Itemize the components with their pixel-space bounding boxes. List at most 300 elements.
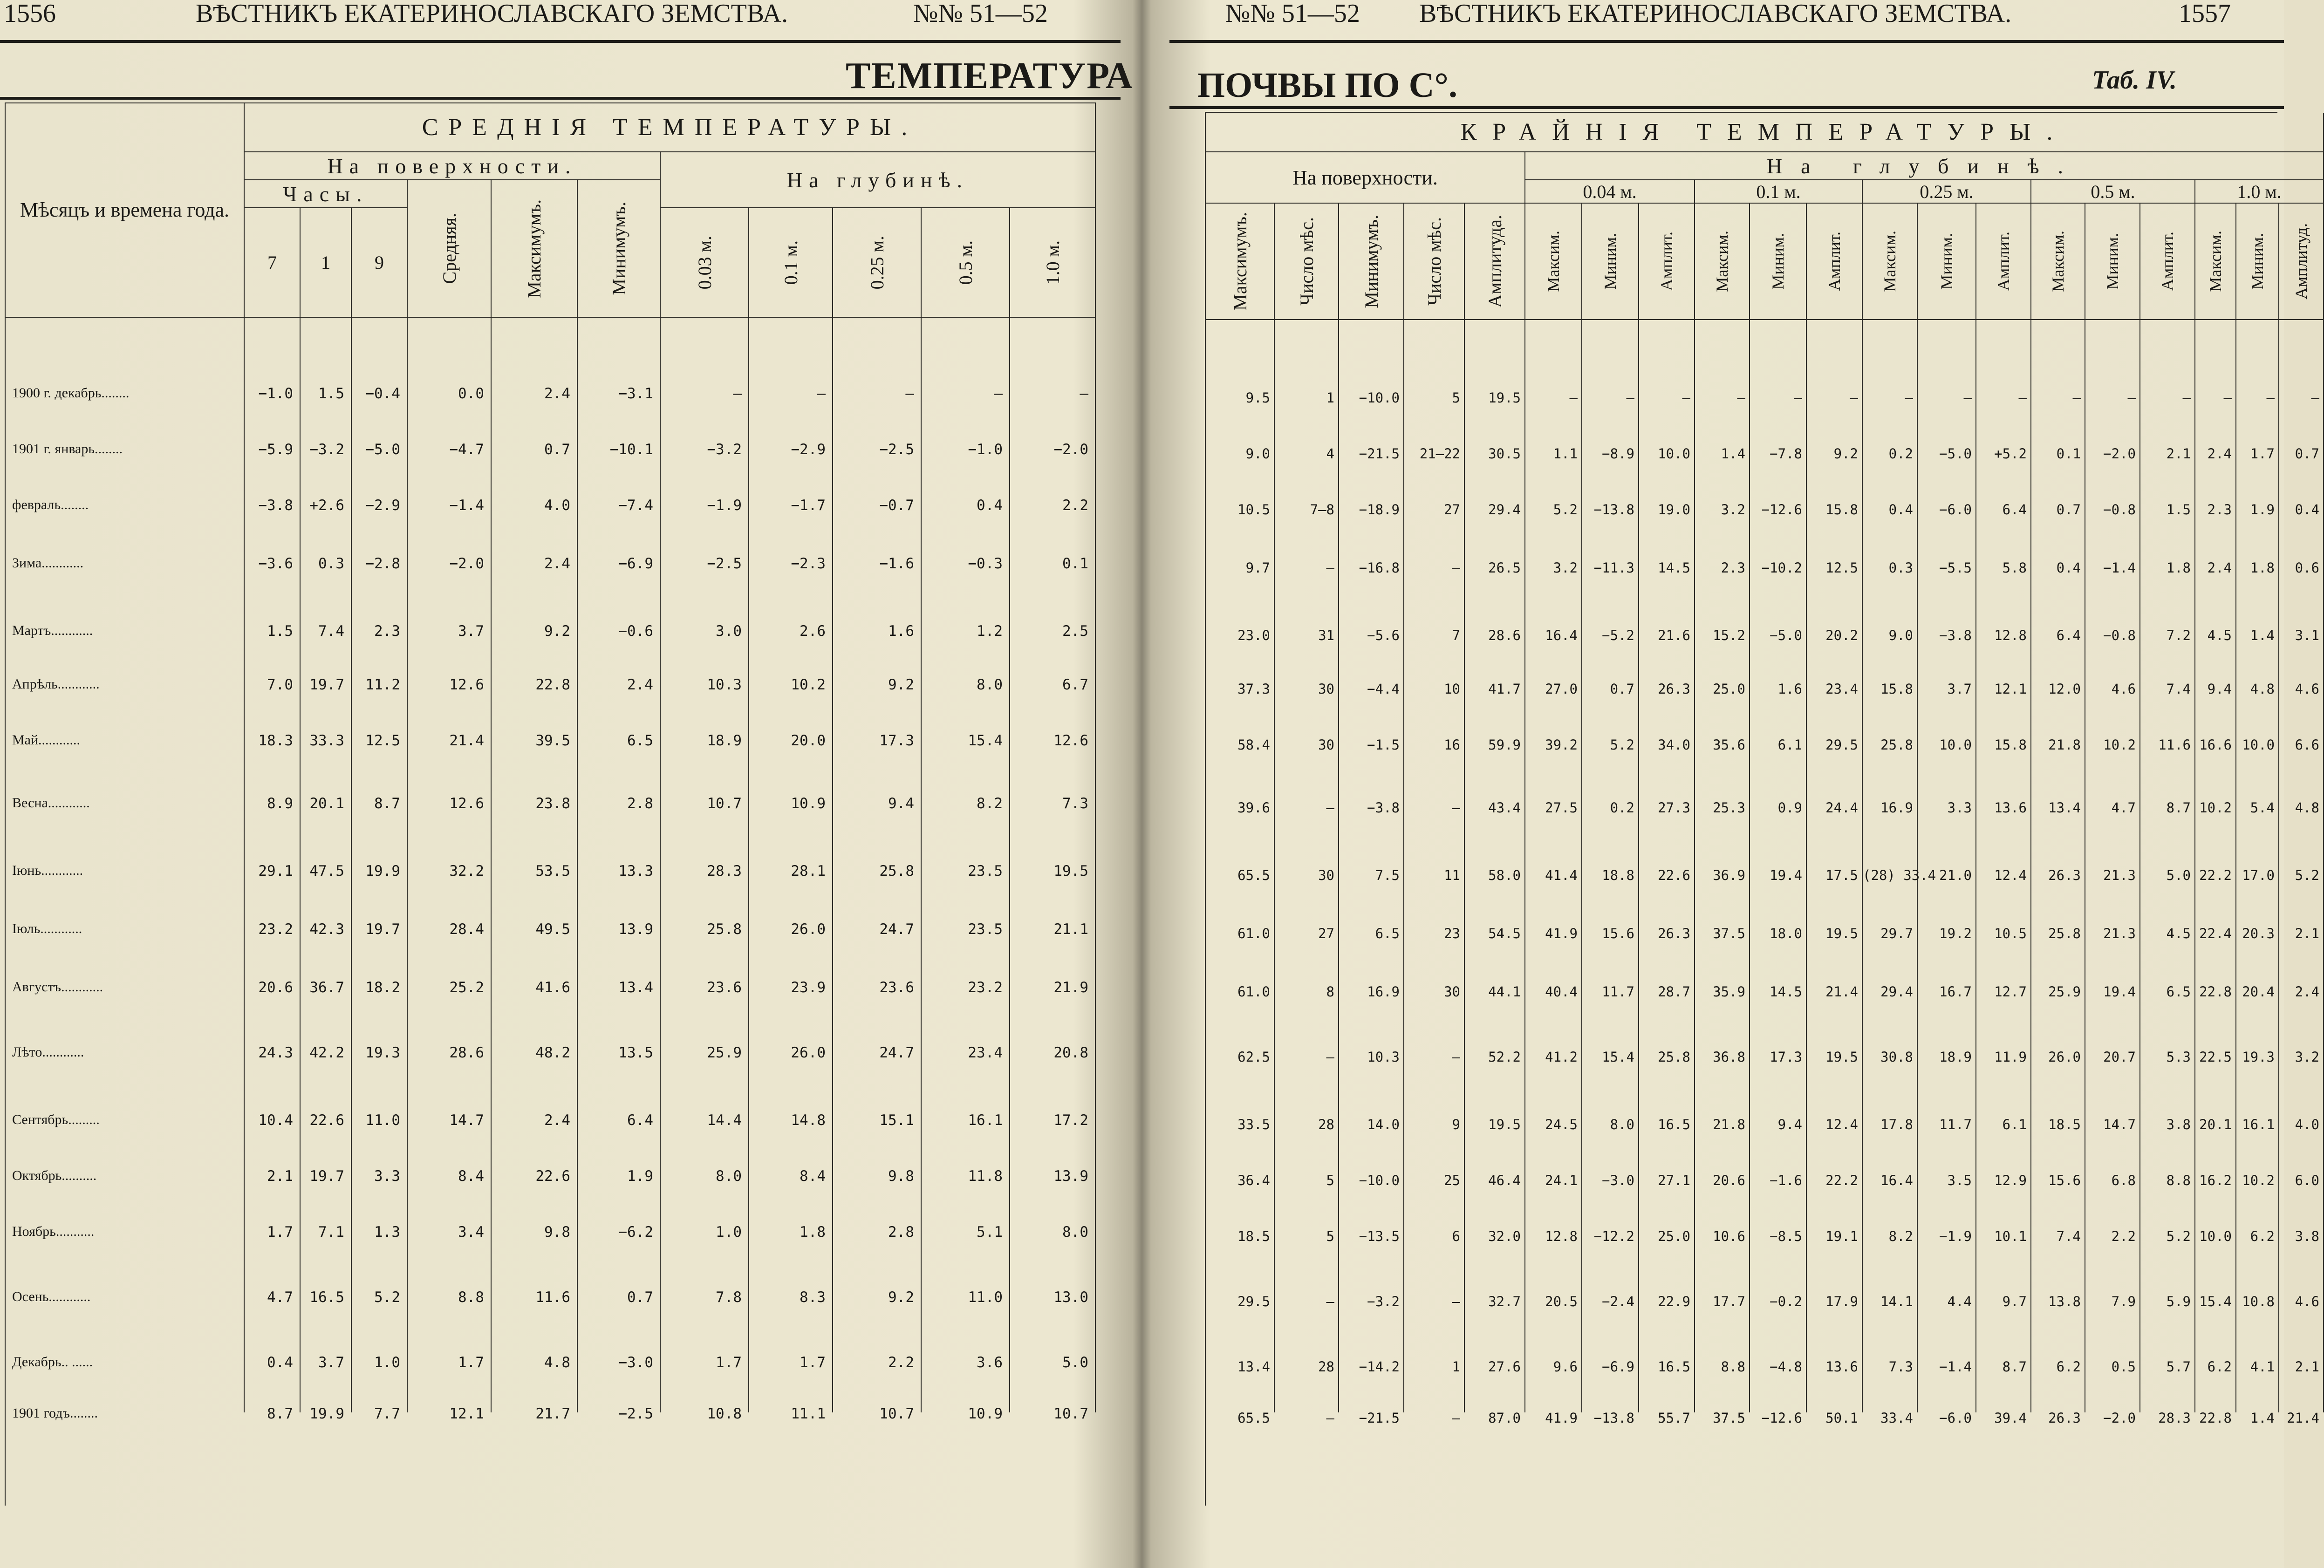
table-cell: 33.4 (1880, 1410, 1913, 1426)
table-cell: 3.7 (318, 1354, 344, 1371)
table-cell: 49.5 (535, 921, 570, 938)
table-cell: 35.6 (1713, 737, 1745, 753)
table-cell: 28.6 (1488, 627, 1521, 643)
table-cell: −1.5 (1367, 737, 1400, 753)
column-header: Миним. (2085, 204, 2140, 320)
table-cell: 4.6 (2295, 1294, 2319, 1309)
data-column (2140, 320, 2195, 1426)
table-cell: −0.2 (1770, 1294, 1802, 1309)
table-cell: 20.1 (2199, 1117, 2232, 1132)
table-cell: — (1326, 1294, 1334, 1309)
table-cell: 16.4 (1880, 1173, 1913, 1188)
table-cell: 1.5 (267, 623, 293, 640)
table-cell: 46.4 (1488, 1173, 1521, 1188)
table-cell: −2.0 (2103, 1410, 2136, 1426)
table-cell: 3.0 (716, 623, 742, 640)
table-cell: 16.9 (1367, 984, 1400, 1000)
table-cell: −5.0 (365, 441, 400, 458)
table-cell: 6.1 (1777, 737, 1802, 753)
table-cell: −14.2 (1359, 1359, 1400, 1375)
table-cell: 10.8 (2242, 1294, 2275, 1309)
table-title-left: ТЕМПЕРАТУРА (846, 55, 1134, 96)
table-cell: 61.0 (1237, 926, 1270, 941)
table-cell: 34.0 (1658, 737, 1690, 753)
column-header-depth: 1.0 м. (1010, 208, 1096, 318)
table-cell: −6.9 (618, 555, 653, 572)
table-cell: 25.8 (1880, 737, 1913, 753)
table-cell: 9.8 (888, 1168, 914, 1185)
table-cell: 30.5 (1488, 446, 1521, 462)
table-cell: 16.5 (309, 1289, 344, 1306)
table-cell: 5 (1326, 1228, 1334, 1244)
table-cell: 36.4 (1237, 1173, 1270, 1188)
table-cell: 7.4 (2056, 1228, 2081, 1244)
table-cell: 2.6 (800, 623, 826, 640)
data-column (1465, 320, 1525, 1426)
table-cell: 7.0 (267, 676, 293, 693)
table-cell: 18.9 (1939, 1049, 1972, 1065)
table-cell: 12.9 (1994, 1173, 2027, 1188)
table-cell: 1.7 (458, 1354, 484, 1371)
table-cell: 19.3 (365, 1044, 400, 1061)
table-cell: 3.7 (458, 623, 484, 640)
table-cell: 11.0 (968, 1289, 1003, 1306)
table-cell: 1.6 (1777, 681, 1802, 697)
table-cell: 12.0 (2048, 681, 2081, 697)
table-cell: — (1326, 560, 1334, 576)
table-cell: — (2127, 390, 2136, 406)
table-cell: 20.4 (2242, 984, 2275, 1000)
table-cell: −0.6 (618, 623, 653, 640)
data-column (1275, 320, 1339, 1426)
table-cell: 7.2 (2166, 627, 2191, 643)
table-cell: 22.2 (2199, 867, 2232, 883)
table-cell: 25 (1444, 1173, 1460, 1188)
table-cell: 6.7 (1062, 676, 1088, 693)
table-cell: 13.6 (1994, 800, 2027, 816)
table-cell: −1.0 (258, 385, 293, 402)
table-cell: −11.3 (1593, 560, 1634, 576)
column-header: 7 (245, 208, 301, 318)
left-issue-number: №№ 51—52 (913, 0, 1048, 28)
table-cell: 26.3 (2048, 1410, 2081, 1426)
table-cell: 3.8 (2295, 1228, 2319, 1244)
table-cell: 7.5 (1375, 867, 1400, 883)
column-header: Максим. (2031, 204, 2085, 320)
left-journal-title: ВѢСТНИКЪ ЕКАТЕРИНОСЛАВСКАГО ЗЕМСТВА. (196, 0, 788, 28)
table-cell: 0.4 (2056, 560, 2081, 576)
column-header: Число мѣс. (1404, 204, 1465, 320)
extreme-group-title: КРАЙНІЯ ТЕМПЕРАТУРЫ. (1206, 113, 2324, 152)
table-cell: 6.2 (2250, 1228, 2275, 1244)
table-cell: 1.7 (2250, 446, 2275, 462)
table-cell: −3.0 (1602, 1173, 1634, 1188)
table-cell: 10.0 (2242, 737, 2275, 753)
table-cell: 42.3 (309, 921, 344, 938)
table-cell: 3.1 (2295, 627, 2319, 643)
table-cell: 21.4 (2287, 1410, 2319, 1426)
column-header: Амплитуда. (1465, 204, 1525, 320)
table-cell: 19.4 (1770, 867, 1802, 883)
table-cell: 10.1 (1994, 1228, 2027, 1244)
table-cell: −7.8 (1770, 446, 1802, 462)
table-cell: 1.6 (888, 623, 914, 640)
table-cell: 39.2 (1545, 737, 1578, 753)
table-cell: −5.0 (1770, 627, 1802, 643)
table-cell: 10.7 (879, 1405, 914, 1422)
table-cell: 4.7 (267, 1289, 293, 1306)
table-cell: 11 (1444, 867, 1460, 883)
table-cell: 19.1 (1825, 1228, 1858, 1244)
table-cell: 20.5 (1545, 1294, 1578, 1309)
table-cell: 4.7 (2111, 800, 2136, 816)
table-cell: — (1452, 800, 1460, 816)
table-cell: 58.0 (1488, 867, 1521, 883)
table-cell: 10 (1444, 681, 1460, 697)
table-cell: 8.2 (1888, 1228, 1913, 1244)
table-cell: 10.0 (1939, 737, 1972, 753)
table-cell: 29.4 (1488, 502, 1521, 518)
table-cell: 6.5 (2166, 984, 2191, 1000)
table-cell: 4.8 (2250, 681, 2275, 697)
surface-group-title: На поверхности. (1206, 152, 1525, 204)
month-label: Декабрь.. ...... (12, 1354, 93, 1370)
table-cell: 0.4 (267, 1354, 293, 1371)
table-cell: 9.2 (1833, 446, 1858, 462)
table-cell: 6.5 (1375, 926, 1400, 941)
table-cell: 20.1 (309, 795, 344, 812)
table-cell: 24.7 (879, 921, 914, 938)
table-cell: 39.6 (1237, 800, 1270, 816)
table-cell: 25.2 (449, 979, 484, 996)
table-cell: 55.7 (1658, 1410, 1690, 1426)
table-cell: 20.6 (258, 979, 293, 996)
column-header-depth: 0.5 м. (922, 208, 1010, 318)
table-cell: 1 (1452, 1359, 1460, 1375)
table-cell: 5.2 (1553, 502, 1578, 518)
table-cell: 43.4 (1488, 800, 1521, 816)
table-cell: — (2182, 390, 2191, 406)
table-cell: 0.4 (2295, 502, 2319, 518)
table-cell: 9.2 (888, 676, 914, 693)
table-cell: 7—8 (1310, 502, 1334, 518)
table-cell: −10.0 (1359, 390, 1400, 406)
table-cell: 8.0 (977, 676, 1003, 693)
table-cell: 10.3 (1367, 1049, 1400, 1065)
data-column (2085, 320, 2140, 1426)
table-cell: 8.7 (267, 1405, 293, 1422)
month-label: Апрѣль............ (12, 676, 100, 692)
table-cell: 2.4 (2295, 984, 2319, 1000)
table-cell: 19.9 (365, 863, 400, 879)
table-cell: 9.8 (544, 1224, 570, 1241)
table-cell: 2.2 (1062, 497, 1088, 514)
table-cell: 10.2 (2199, 800, 2232, 816)
table-cell: 12.8 (1994, 627, 2027, 643)
table-cell: 18.2 (365, 979, 400, 996)
table-cell: 5.7 (2166, 1359, 2191, 1375)
table-cell: 4 (1326, 446, 1334, 462)
table-cell: — (733, 385, 742, 402)
table-cell: 15.8 (1880, 681, 1913, 697)
right-page-number: 1557 (2179, 0, 2231, 28)
table-cell: 25.8 (707, 921, 742, 938)
table-cell: −2.9 (791, 441, 826, 458)
table-cell: 26.0 (2048, 1049, 2081, 1065)
table-cell: 0.3 (1888, 560, 1913, 576)
data-column (2279, 320, 2324, 1426)
table-cell: 9.4 (888, 795, 914, 812)
table-cell: 21.1 (1053, 921, 1088, 938)
table-cell: 21—22 (1419, 446, 1460, 462)
depth-subgroup-0-5: 0.5 м. (2031, 180, 2195, 204)
data-column (1918, 320, 1976, 1426)
table-cell: — (1452, 560, 1460, 576)
month-label: Ноябрь........... (12, 1224, 95, 1239)
table-cell: 28.6 (449, 1044, 484, 1061)
table-cell: −4.8 (1770, 1359, 1802, 1375)
table-cell: 2.2 (888, 1354, 914, 1371)
table-cell: 21.9 (1053, 979, 1088, 996)
table-cell: −5.6 (1367, 627, 1400, 643)
table-cell: 17.3 (1770, 1049, 1802, 1065)
table-cell: 27.1 (1658, 1173, 1690, 1188)
table-cell: 36.7 (309, 979, 344, 996)
table-cell: 0.0 (458, 385, 484, 402)
table-cell: 2.2 (2111, 1228, 2136, 1244)
table-cell: 10.0 (1658, 446, 1690, 462)
table-cell: −5.9 (258, 441, 293, 458)
table-cell: −18.9 (1359, 502, 1400, 518)
table-cell: 4.5 (2207, 627, 2232, 643)
table-cell: 11.7 (1939, 1117, 1972, 1132)
table-cell: −1.4 (1939, 1359, 1972, 1375)
table-cell: 27 (1444, 502, 1460, 518)
table-cell: — (2072, 390, 2081, 406)
table-cell: 1.7 (267, 1224, 293, 1241)
left-running-head (0, 0, 1144, 27)
table-cell: 1.5 (2166, 502, 2191, 518)
depth-subgroup-1-0: 1.0 м. (2195, 180, 2324, 204)
table-cell: 15.8 (1994, 737, 2027, 753)
table-cell: 31 (1318, 627, 1334, 643)
table-cell: 0.5 (2111, 1359, 2136, 1375)
table-cell: 6.6 (2295, 737, 2319, 753)
table-cell: 12.1 (1994, 681, 2027, 697)
table-cell: 11.6 (535, 1289, 570, 1306)
table-cell: 5.2 (1610, 737, 1634, 753)
table-cell: 20.3 (2242, 926, 2275, 941)
month-label: 1901 годъ........ (12, 1405, 98, 1421)
table-cell: 33.5 (1237, 1117, 1270, 1132)
table-cell: 3.3 (374, 1168, 400, 1185)
table-cell: 15.6 (1602, 926, 1634, 941)
table-cell: 18.9 (707, 732, 742, 749)
table-cell: — (1080, 385, 1088, 402)
table-cell: 10.3 (707, 676, 742, 693)
depth-group-title: На глубинѣ. (661, 152, 1096, 208)
extreme-temperature-table (1205, 112, 2319, 1506)
table-cell: −6.0 (1939, 502, 1972, 518)
table-cell: — (1794, 390, 1802, 406)
table-cell: 2.4 (544, 555, 570, 572)
table-cell: 5 (1452, 390, 1460, 406)
table-cell: 15.1 (879, 1112, 914, 1129)
table-cell: 32.7 (1488, 1294, 1521, 1309)
table-cell: 24.4 (1825, 800, 1858, 816)
table-cell: — (1326, 1410, 1334, 1426)
table-cell: 26.3 (1658, 681, 1690, 697)
table-cell: −2.5 (618, 1405, 653, 1422)
table-cell: 9.2 (544, 623, 570, 640)
table-cell: 16.1 (968, 1112, 1003, 1129)
table-cell: 12.6 (449, 676, 484, 693)
table-cell: 5.3 (2166, 1049, 2191, 1065)
table-cell: 24.1 (1545, 1173, 1578, 1188)
table-cell: 10.9 (791, 795, 826, 812)
data-column (1863, 320, 1936, 1426)
table-cell: — (2223, 390, 2232, 406)
column-header-depth: 0.1 м. (749, 208, 833, 318)
table-cell: 23.9 (791, 979, 826, 996)
table-cell: 17.2 (1053, 1112, 1088, 1129)
table-cell: 44.1 (1488, 984, 1521, 1000)
column-header: Миним. (1582, 204, 1639, 320)
table-cell: 16.4 (1545, 627, 1578, 643)
right-running-head (1151, 0, 2284, 27)
table-cell: 14.5 (1658, 560, 1690, 576)
table-cell: 62.5 (1237, 1049, 1270, 1065)
table-cell: 18.0 (1770, 926, 1802, 941)
month-label: Лѣто............ (12, 1044, 84, 1060)
table-cell: 33.3 (309, 732, 344, 749)
average-temperature-table (5, 102, 1096, 1506)
table-cell: 8.8 (458, 1289, 484, 1306)
table-cell: −3.8 (1367, 800, 1400, 816)
depth-subgroup-0-1: 0.1 м. (1695, 180, 1863, 204)
table-cell: 3.2 (1553, 560, 1578, 576)
table-cell: 41.9 (1545, 1410, 1578, 1426)
data-column (1807, 320, 1863, 1426)
table-cell: 10.7 (1053, 1405, 1088, 1422)
table-cell: 23.2 (258, 921, 293, 938)
table-cell: 6.8 (2111, 1173, 2136, 1188)
table-cell: 1.8 (2250, 560, 2275, 576)
table-cell: 3.2 (1721, 502, 1745, 518)
table-cell: 10.2 (2242, 1173, 2275, 1188)
table-cell: 19.7 (309, 1168, 344, 1185)
table-cell: 22.6 (1658, 867, 1690, 883)
table-cell: 16.9 (1880, 800, 1913, 816)
table-cell: 23.8 (535, 795, 570, 812)
table-cell: 7.9 (2111, 1294, 2136, 1309)
table-cell: 5.1 (977, 1224, 1003, 1241)
table-cell: 59.9 (1488, 737, 1521, 753)
table-cell: 0.7 (2295, 446, 2319, 462)
column-header: Максим. (1525, 204, 1582, 320)
table-cell: 13.4 (618, 979, 653, 996)
table-cell: 32.2 (449, 863, 484, 879)
table-cell: 24.7 (879, 1044, 914, 1061)
table-cell: 9.0 (1245, 446, 1270, 462)
column-header: Миним. (1918, 204, 1976, 320)
data-column (1639, 320, 1695, 1426)
table-cell: 0.2 (1610, 800, 1634, 816)
table-cell: 27.5 (1545, 800, 1578, 816)
data-column (492, 318, 578, 1422)
table-cell: 8.9 (267, 795, 293, 812)
table-cell: 14.0 (1367, 1117, 1400, 1132)
table-cell: 7.8 (716, 1289, 742, 1306)
data-column (408, 318, 492, 1422)
data-column (2236, 320, 2279, 1426)
table-cell: 13.5 (618, 1044, 653, 1061)
column-header: Амплит. (2140, 204, 2195, 320)
table-cell: — (2266, 390, 2275, 406)
table-cell: 25.8 (2048, 926, 2081, 941)
table-cell: 5.9 (2166, 1294, 2191, 1309)
month-label: Августъ............ (12, 979, 103, 995)
table-cell: 2.5 (1062, 623, 1088, 640)
table-cell: 23.6 (879, 979, 914, 996)
column-header: Максим. (1695, 204, 1750, 320)
month-label: Май............ (12, 732, 81, 748)
table-cell: −1.6 (1770, 1173, 1802, 1188)
table-cell: −2.4 (1602, 1294, 1634, 1309)
right-top-rule (1169, 40, 2284, 43)
table-cell: 0.1 (2056, 446, 2081, 462)
table-cell: (28) 33.4 (1863, 867, 1936, 883)
depth-subgroup-0-04: 0.04 м. (1525, 180, 1695, 204)
table-cell: 6.1 (2002, 1117, 2027, 1132)
table-cell: 17.7 (1713, 1294, 1745, 1309)
table-cell: — (817, 385, 826, 402)
table-cell: 2.4 (2207, 446, 2232, 462)
table-cell: 19.5 (1825, 926, 1858, 941)
table-cell: 14.4 (707, 1112, 742, 1129)
table-cell: 29.5 (1825, 737, 1858, 753)
data-column (1525, 320, 1582, 1426)
table-cell: 0.4 (1888, 502, 1913, 518)
table-cell: 7.1 (318, 1224, 344, 1241)
table-cell: 13.9 (618, 921, 653, 938)
table-cell: 21.8 (2048, 737, 2081, 753)
table-cell: — (1452, 1410, 1460, 1426)
table-cell: 1.5 (318, 385, 344, 402)
table-cell: 10.6 (1713, 1228, 1745, 1244)
table-cell: — (2018, 390, 2027, 406)
table-cell: 22.5 (2199, 1049, 2232, 1065)
table-cell: 3.3 (1947, 800, 1972, 816)
table-cell: −3.0 (618, 1354, 653, 1371)
table-cell: −0.4 (365, 385, 400, 402)
month-label: Іюль............ (12, 921, 82, 936)
table-cell: −12.2 (1593, 1228, 1634, 1244)
table-cell: −1.7 (791, 497, 826, 514)
table-cell: 17.5 (1825, 867, 1858, 883)
month-label: Мартъ............ (12, 623, 93, 638)
month-label: Іюнь............ (12, 863, 83, 878)
table-cell: 10.2 (791, 676, 826, 693)
column-header-maximum: Максимумъ. (492, 180, 578, 318)
column-header: Амплит. (1976, 204, 2031, 320)
table-cell: 21.7 (535, 1405, 570, 1422)
data-column (352, 318, 408, 1422)
left-title-rule (0, 97, 1121, 100)
table-cell: −12.6 (1761, 502, 1802, 518)
table-cell: −13.8 (1593, 1410, 1634, 1426)
table-cell: 21.4 (449, 732, 484, 749)
